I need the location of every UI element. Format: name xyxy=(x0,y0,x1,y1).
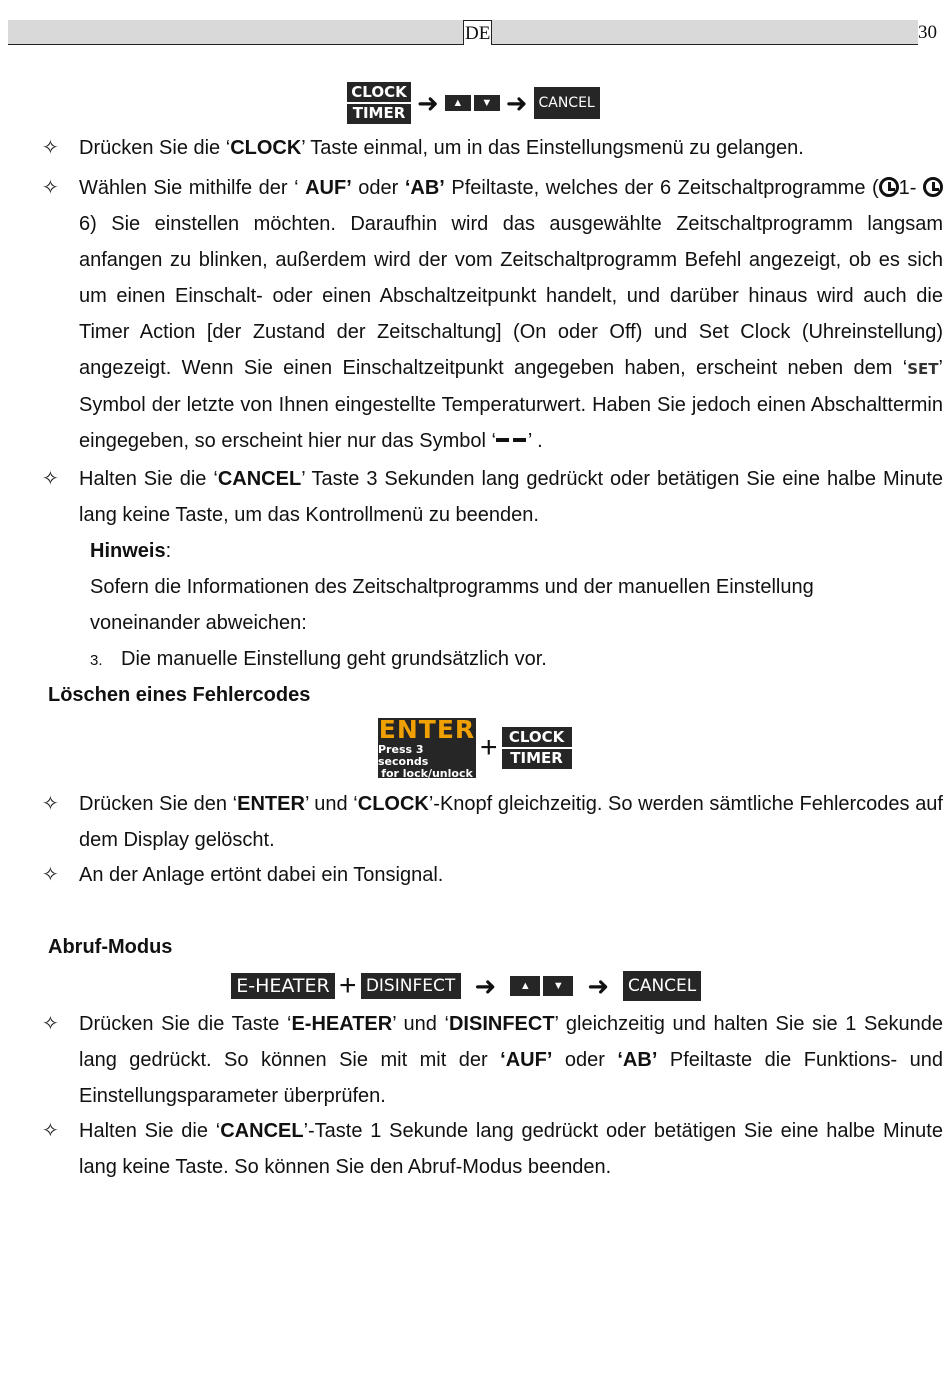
section-heading-error-code: Löschen eines Fehlercodes xyxy=(48,684,311,706)
bullet-icon: ✧ xyxy=(42,793,59,815)
plus-icon: + xyxy=(339,969,357,1002)
paragraph-3: Halten Sie die ‘CANCEL’ Taste 3 Sekunden lang gedrückt oder betätigen Sie eine halbe Minute lang keine Taste, um das Kontrollmenü zu beenden. xyxy=(79,468,943,526)
cancel-key: CANCEL xyxy=(534,87,600,119)
paragraph-4: Drücken Sie den ‘ENTER’ und ‘CLOCK’-Knopf gleichzeitig. So werden sämtliche Fehlercodes auf dem Display gelöscht. xyxy=(79,793,943,851)
set-symbol: SET xyxy=(907,360,939,378)
bullet-icon: ✧ xyxy=(42,468,59,490)
up-arrow-icon: ▲ xyxy=(445,95,471,111)
bullet-icon: ✧ xyxy=(42,1120,59,1142)
bullet-icon: ✧ xyxy=(42,177,59,199)
arrow-right-icon: ➜ xyxy=(417,88,439,118)
arrow-right-icon: ➜ xyxy=(474,971,497,1001)
paragraph-7: Halten Sie die ‘CANCEL’-Taste 1 Sekunde lang gedrückt oder betätigen Sie eine halbe Minute lang keine Taste. So können Sie den Abruf-Modus beenden. xyxy=(79,1120,943,1178)
clock-icon xyxy=(923,177,943,197)
up-down-keys xyxy=(510,976,573,996)
up-arrow-icon: ▲ xyxy=(510,976,540,996)
paragraph-2: Wählen Sie mithilfe der ‘ AUF’ oder ‘AB’ Pfeiltaste, welches der 6 Zeitschaltprogramme ( 1- 6) Sie einstellen möchten. Daraufhin wird das ausgewählte Zeitschaltprogramm langsam anfangen zu blinken, außerdem wird der vom Zeitschaltprogramm Befehl angezeigt, ob es sich um einen Einschalt- oder einen Abschaltzeitpunkt handelt, und darüber hinaus wird auch die Timer Action [der Zustand der Zeitschaltung] (On oder Off) und Set Clock (Uhreinstellung) angezeigt. Wenn Sie einen Einschaltzeitpunkt angegeben haben, erscheint neben dem ‘SET’ Symbol der letzte von Ihnen eingestellte Temperaturwert. Haben Sie jedoch einen Abschalttermin eingegeben, so erscheint hier nur das Symbol ‘ ’ . xyxy=(79,177,943,452)
bullet-icon: ✧ xyxy=(42,864,59,886)
section-heading-recall-mode: Abruf-Modus xyxy=(48,936,173,958)
down-arrow-icon: ▼ xyxy=(474,95,500,111)
e-heater-key: E-HEATER xyxy=(231,973,335,999)
paragraph-1: Drücken Sie die ‘CLOCK’ Taste einmal, um in das Einstellungsmenü zu gelangen. xyxy=(79,137,804,159)
up-down-keys xyxy=(445,95,500,111)
paragraph-5: An der Anlage ertönt dabei ein Tonsignal. xyxy=(79,864,444,886)
note-line-1: Sofern die Informationen des Zeitschaltprogramms und der manuellen Einstellung xyxy=(90,576,814,598)
note-title: Hinweis: xyxy=(90,540,172,562)
cancel-key: CANCEL xyxy=(623,971,701,1001)
clock-icon xyxy=(879,177,899,197)
language-label: DE xyxy=(463,20,492,45)
clock-timer-key: CLOCK TIMER xyxy=(502,727,572,769)
clock-timer-key: CLOCK TIMER xyxy=(347,82,411,124)
paragraph-6: Drücken Sie die Taste ‘E-HEATER’ und ‘DISINFECT’ gleichzeitig und halten Sie sie 1 Sekunde lang gedrückt. So können Sie mit mit der ‘AUF’ oder ‘AB’ Pfeiltaste die Funktions- und Einstellungsparameter überprüfen. xyxy=(79,1013,943,1107)
bullet-icon: ✧ xyxy=(42,1013,59,1035)
plus-icon: + xyxy=(480,731,498,764)
down-arrow-icon: ▼ xyxy=(543,976,573,996)
note-item: 3. Die manuelle Einstellung geht grundsätzlich vor. xyxy=(90,648,547,670)
key-sequence-enter-clock xyxy=(378,715,572,780)
disinfect-key: DISINFECT xyxy=(361,973,461,999)
key-sequence-eheater-disinfect xyxy=(231,971,701,1001)
note-line-2: voneinander abweichen: xyxy=(90,612,307,634)
arrow-right-icon: ➜ xyxy=(587,971,610,1001)
arrow-right-icon: ➜ xyxy=(505,88,528,118)
page-number: 30 xyxy=(918,22,937,43)
key-sequence-clock-cancel xyxy=(347,82,600,124)
bullet-icon: ✧ xyxy=(42,137,59,159)
enter-key: ENTER Press 3 seconds for lock/unlock xyxy=(378,715,476,780)
dash-symbol-icon xyxy=(496,435,528,445)
